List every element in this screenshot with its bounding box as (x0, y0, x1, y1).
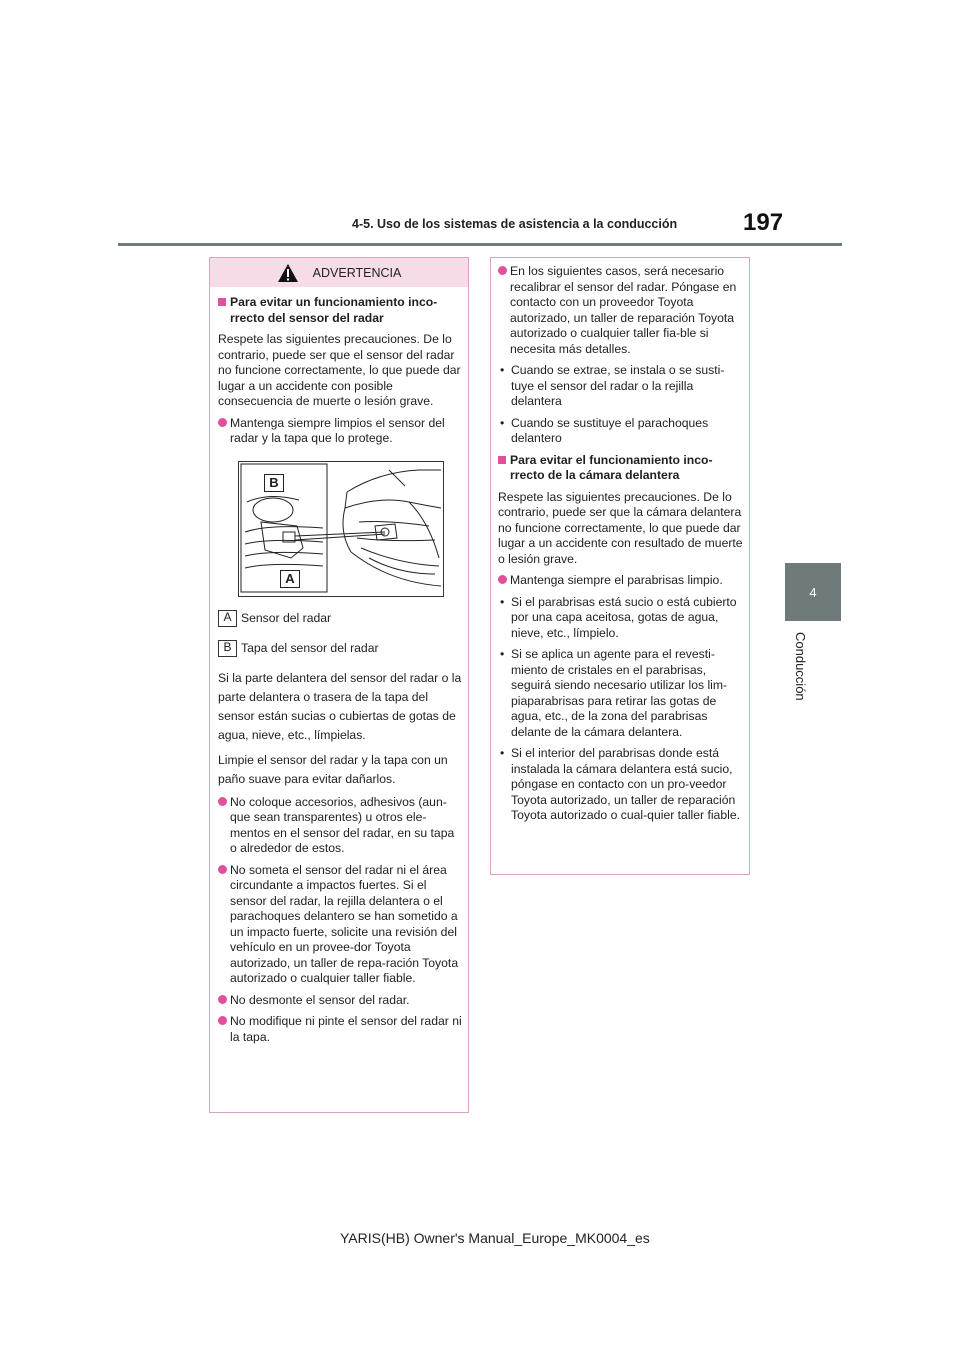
chapter-number: 4 (809, 584, 817, 600)
continuation-box (490, 257, 750, 875)
header-divider (118, 243, 842, 246)
item-impacts: No someta el sensor del radar ni el área circundante a impactos fuertes. Si el sensor del radar, la rejilla delantera o el parachoques delantero se han sometido a un impacto fuerte, solicite una revisión del vehículo en un provee-dor Toyota autorizado, un taller de repa-ración Toyota autorizado o cualquier taller fiable. (218, 863, 464, 987)
warning-content (218, 295, 464, 1051)
item-recalibrate: En los siguientes casos, será necesario recalibrar el sensor del radar. Póngase en contacto con un proveedor Toyota autorizado, un taller de reparación Toyota autorizado o cualquier taller fia-ble si necesita más detalles. (498, 264, 745, 357)
page-number: 197 (743, 209, 784, 236)
bullet-dirty: • Si el parabrisas está sucio o está cubierto por una capa aceitosa, gotas de agua, nieve, etc., límpielo. (498, 595, 745, 642)
warning-title: ADVERTENCIA (312, 265, 402, 280)
chapter-tab (785, 563, 841, 621)
warning-intro: Respete las siguientes precauciones. De lo contrario, puede ser que el sensor del radar no funcione correctamente, lo que puede dar lugar a un accidente con posible consecuencia de muerte o lesión grave. (218, 332, 461, 408)
figure-tag-a: A (280, 570, 300, 588)
figure-tag-b: B (264, 474, 284, 492)
warning-header (210, 258, 468, 287)
legend-text-a: Sensor del radar (241, 610, 332, 625)
bullet-interior: • Si el interior del parabrisas donde está instalada la cámara delantera está sucio, póngase en contacto con un pro-veedor Toyota autorizado, un taller de reparación Toyota autorizado o cual-quier taller fiable. (498, 746, 745, 824)
clean-text-2: Limpie el sensor del radar y la tapa con un paño suave para evitar dañarlos. (218, 752, 448, 786)
item-accessories: No coloque accesorios, adhesivos (aun-que sean transparentes) u otros ele-mentos en el sensor del radar, en su tapa o alrededor de estos. (218, 795, 464, 857)
continuation-content (498, 264, 745, 830)
legend-a (218, 609, 464, 631)
clean-text-1: Si la parte delantera del sensor del radar o la parte delantera o trasera de la tapa del sensor están sucias o cubiertas de gotas de agua, nieve, etc., límpielas. (218, 670, 462, 742)
warning-triangle-icon (277, 263, 299, 283)
warning-box (209, 257, 469, 1113)
item-modify: No modifique ni pinte el sensor del radar ni la tapa. (218, 1014, 464, 1045)
radar-sensor-figure (238, 461, 444, 597)
legend-text-b: Tapa del sensor del radar (241, 640, 379, 655)
manual-id: YARIS(HB) Owner's Manual_Europe_MK0004_es (340, 1230, 650, 1246)
item-windshield: Mantenga siempre el parabrisas limpio. (498, 573, 745, 589)
legend-tag-b: B (218, 640, 237, 657)
item-clean: Mantenga siempre limpios el sensor del radar y la tapa que lo protege. (218, 416, 464, 447)
bullet-remove: • Cuando se extrae, se instala o se susti-tuye el sensor del radar o la rejilla delantera (498, 363, 745, 410)
legend-b (218, 639, 464, 661)
item-disassemble: No desmonte el sensor del radar. (218, 993, 464, 1009)
camera-intro: Respete las siguientes precauciones. De lo contrario, puede ser que la cámara delantera no funcione correctamente, lo que puede dar lugar a un accidente con resultado de muerte o lesión grave. (498, 489, 743, 566)
legend-tag-a: A (218, 610, 237, 627)
chapter-label-text: Conducción (793, 632, 808, 701)
warning-heading: Para evitar un funcionamiento inco-rrecto del sensor del radar (218, 295, 464, 326)
bullet-coating: • Si se aplica un agente para el revesti-miento de cristales en el parabrisas, seguirá siendo necesario utilizar los lim-piaparabrisas para retirar las gotas de agua, etc., de la zona del parabrisas delante de la cámara delantera. (498, 647, 745, 740)
bullet-bumper: • Cuando se sustituye el parachoques delantero (498, 416, 745, 447)
section-title: 4-5. Uso de los sistemas de asistencia a la conducción (352, 217, 678, 231)
camera-heading: Para evitar el funcionamiento inco-rrecto de la cámara delantera (498, 453, 745, 484)
